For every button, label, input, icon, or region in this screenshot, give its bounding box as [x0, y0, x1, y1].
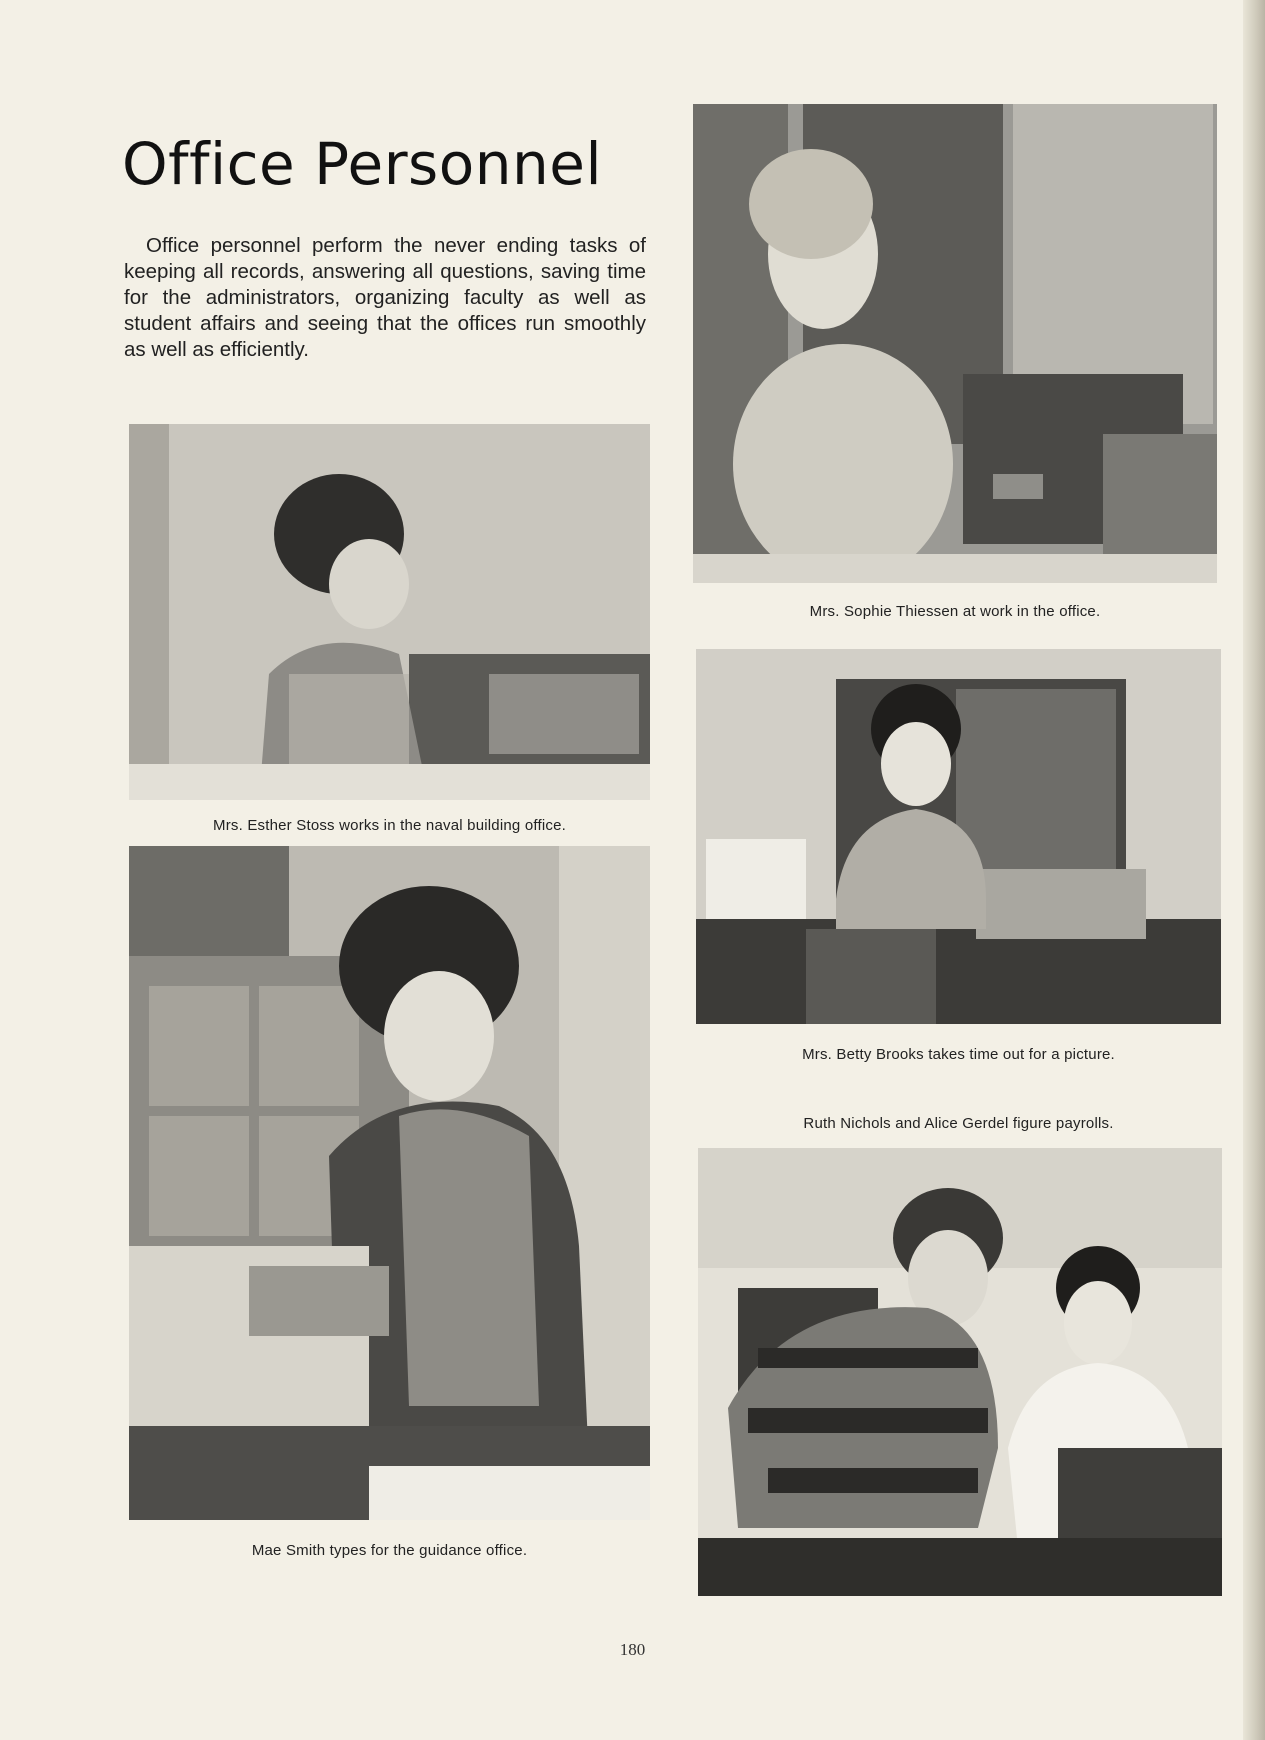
caption-nichols-gerdel: Ruth Nichols and Alice Gerdel figure payrolls.: [803, 1115, 1114, 1132]
photo-betty-brooks: [696, 649, 1221, 1024]
caption-sophie-thiessen: Mrs. Sophie Thiessen at work in the office.: [809, 603, 1101, 620]
page-spine-shadow: [1243, 0, 1265, 1740]
page-title: Office Personnel: [122, 130, 603, 198]
photo-esther-stoss: [129, 424, 650, 800]
photo-nichols-gerdel: [698, 1148, 1222, 1596]
page-number: 180: [619, 1640, 646, 1659]
caption-mae-smith: Mae Smith types for the guidance office.: [251, 1542, 528, 1559]
caption-esther-stoss: Mrs. Esther Stoss works in the naval building office.: [213, 817, 566, 834]
photo-mae-smith: [129, 846, 650, 1520]
caption-betty-brooks: Mrs. Betty Brooks takes time out for a picture.: [802, 1046, 1115, 1063]
intro-paragraph: Office personnel perform the never ending tasks of keeping all records, answering all questions, saving time for the administrators, organizing faculty as well as student affairs and seeing that the offices run smoothly as well as efficiently.: [124, 234, 646, 361]
photo-sophie-thiessen: [693, 104, 1217, 583]
